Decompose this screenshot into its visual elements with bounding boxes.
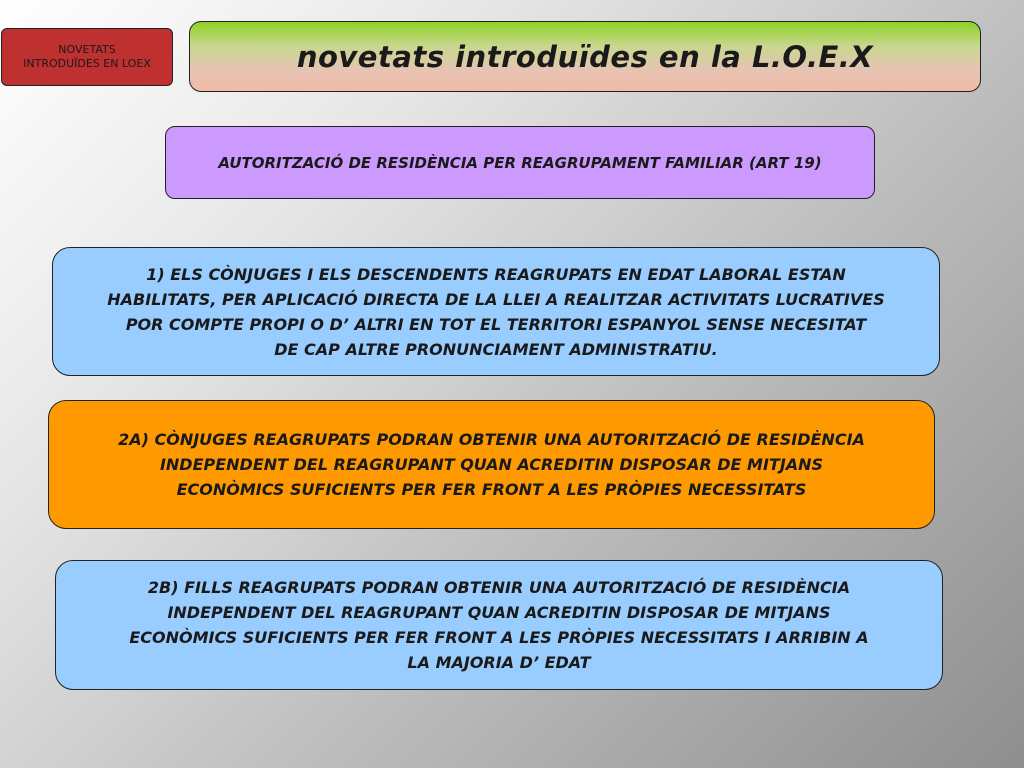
card-2a-line-2: INDEPENDENT DEL REAGRUPANT QUAN ACREDITIN DISPOSAR DE MITJANS (159, 455, 824, 474)
card-2b-line-1: 2B) FILLS REAGRUPATS PODRAN OBTENIR UNA AUTORITZACIÓ DE RESIDÈNCIA (147, 578, 851, 597)
card-1-line-2: HABILITATS, PER APLICACIÓ DIRECTA DE LA LLEI A REALITZAR ACTIVITATS LUCRATIVES (107, 289, 885, 309)
card-2a-line-1: 2A) CÒNJUGES REAGRUPATS PODRAN OBTENIR UNA AUTORITZACIÓ DE RESIDÈNCIA (118, 430, 865, 449)
card-1-line-3: POR COMPTE PROPI O D’ ALTRI EN TOT EL TERRITORI ESPANYOL SENSE NECESITAT (125, 314, 867, 334)
page-subtitle: AUTORITZACIÓ DE RESIDÈNCIA PER REAGRUPAMENT FAMILIAR (ART 19) (218, 153, 822, 172)
section-label-line-1: NOVETATS (58, 43, 116, 56)
subtitle-banner (165, 126, 875, 199)
card-2b-line-4: LA MAJORIA D’ EDAT (407, 653, 591, 672)
info-card-1 (52, 247, 940, 376)
card-1-line-4: DE CAP ALTRE PRONUNCIAMENT ADMINISTRATIU. (274, 339, 718, 359)
card-2b-line-3: ECONÒMICS SUFICIENTS PER FER FRONT A LES PRÒPIES NECESSITATS I ARRIBIN A (129, 628, 869, 647)
card-1-line-1: 1) ELS CÒNJUGES I ELS DESCENDENTS REAGRUPATS EN EDAT LABORAL ESTAN (146, 264, 846, 284)
info-card-2a (48, 400, 935, 529)
section-label-line-2: INTRODUÏDES EN LOEX (23, 57, 151, 70)
section-label (1, 28, 173, 86)
title-banner (189, 21, 981, 92)
page-title: novetats introduïdes en la L.O.E.X (296, 39, 874, 74)
info-card-2b (55, 560, 943, 690)
card-2a-line-3: ECONÒMICS SUFICIENTS PER FER FRONT A LES PRÒPIES NECESSITATS (176, 480, 807, 499)
card-2b-line-2: INDEPENDENT DEL REAGRUPANT QUAN ACREDITIN DISPOSAR DE MITJANS (167, 603, 831, 622)
